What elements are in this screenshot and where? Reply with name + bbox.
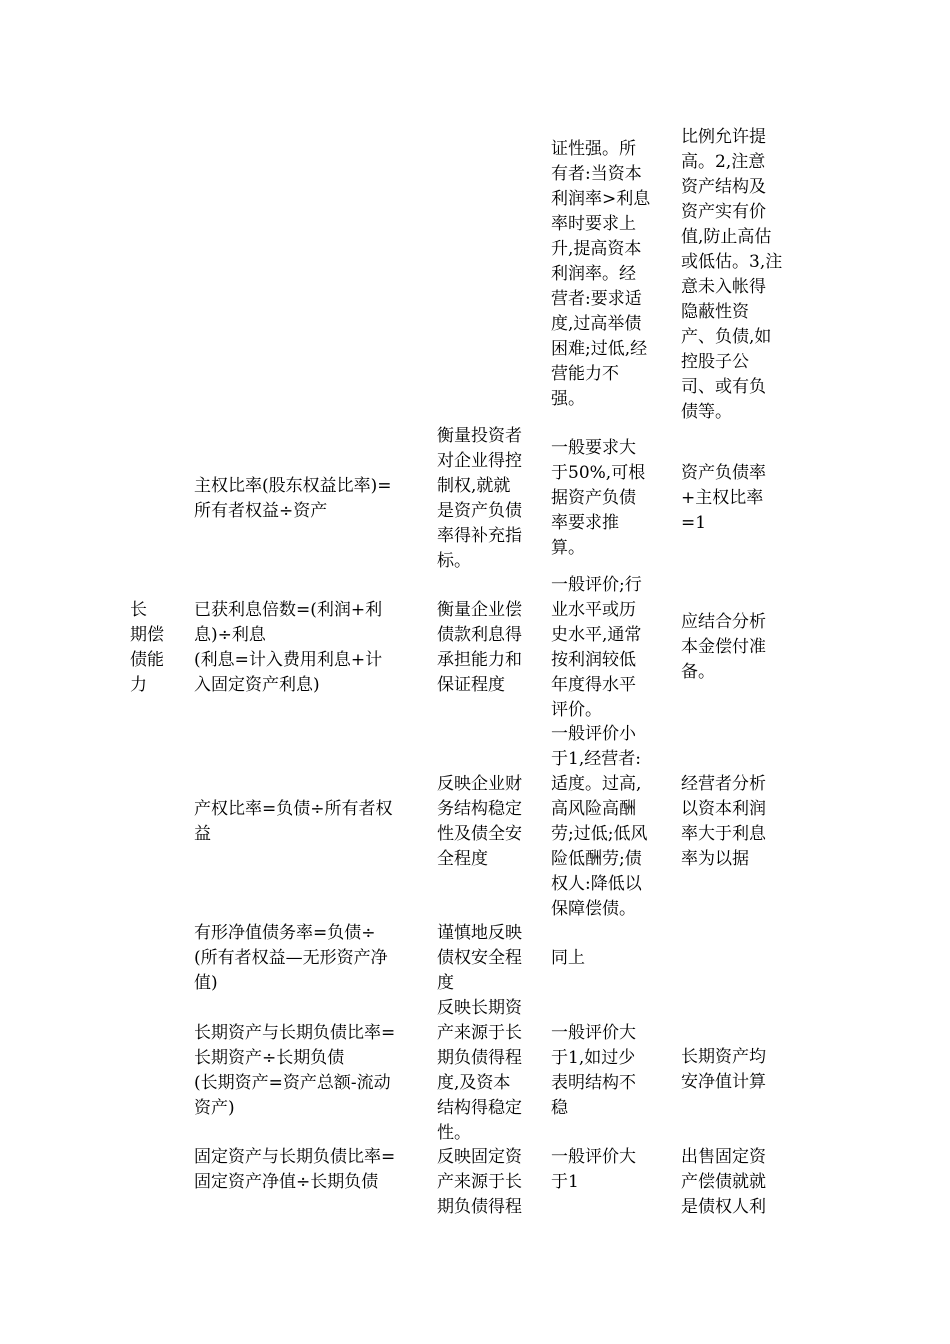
row2-formula: 已获利息倍数=(利润+利 息)÷利息 (利息=计入费用利息+计 入固定资产利息) [194, 600, 383, 695]
row1-formula: 主权比率(股东权益比率)= 所有者权益÷资产 [194, 476, 392, 521]
row5-notes: 长期资产均 安净值计算 [681, 1047, 766, 1092]
row5-meaning: 反映长期资 产来源于长 期负债得程 度,及资本 结构得稳定 性。 [437, 998, 522, 1143]
row4-meaning: 谨慎地反映 债权安全程 度 [437, 923, 522, 993]
row3-formula: 产权比率=负债÷所有者权 益 [194, 799, 393, 844]
row3-notes: 经营者分析 以资本利润 率大于利息 率为以据 [681, 774, 766, 869]
row1-notes: 资产负债率 +主权比率 =1 [681, 463, 766, 533]
row1-evaluation: 一般要求大 于50%,可根 据资产负债 率要求推 算。 [551, 438, 646, 558]
row2-evaluation: 一般评价;行 业水平或历 史水平,通常 按利润较低 年度得水平 评价。 [551, 575, 642, 720]
row3-evaluation: 一般评价小 于1,经营者: 适度。过高, 高风险高酬 劳;过低;低风 险低酬劳;债 权人:降低以 保障偿债。 [551, 724, 648, 919]
row6-formula: 固定资产与长期负债比率= 固定资产净值÷长期负债 [194, 1147, 396, 1192]
row2-notes: 应结合分析 本金偿付准 备。 [681, 612, 766, 682]
row0-notes: 比例允许提 高。2,注意 资产结构及 资产实有价 值,防止高估 或低估。3,注 意未入帐得 隐蔽性资 产、负债,如 控股子公 司、或有负 债等。 [681, 127, 783, 422]
row0-evaluation: 证性强。所 有者:当资本 利润率>利息 率时要求上 升,提高资本 利润率。经 营者:要求适 度,过高举债 困难;过低,经 营能力不 强。 [551, 139, 651, 409]
row6-notes: 出售固定资 产偿债就就 是债权人利 [681, 1147, 766, 1217]
row6-meaning: 反映固定资 产来源于长 期负债得程 [437, 1147, 522, 1217]
category-label: 长 期偿 债能 力 [130, 600, 164, 695]
row4-formula: 有形净值债务率=负债÷ (所有者权益—无形资产净 值) [194, 923, 388, 993]
row4-evaluation: 同上 [551, 948, 585, 968]
row1-meaning: 衡量投资者 对企业得控 制权,就就 是资产负债 率得补充指 标。 [437, 426, 522, 571]
row3-meaning: 反映企业财 务结构稳定 性及债全安 全程度 [437, 774, 522, 869]
row5-evaluation: 一般评价大 于1,如过少 表明结构不 稳 [551, 1023, 636, 1118]
row6-evaluation: 一般评价大 于1 [551, 1147, 636, 1192]
row5-formula: 长期资产与长期负债比率= 长期资产÷长期负债 (长期资产=资产总额-流动 资产) [194, 1023, 396, 1118]
row2-meaning: 衡量企业偿 债款利息得 承担能力和 保证程度 [437, 600, 522, 695]
